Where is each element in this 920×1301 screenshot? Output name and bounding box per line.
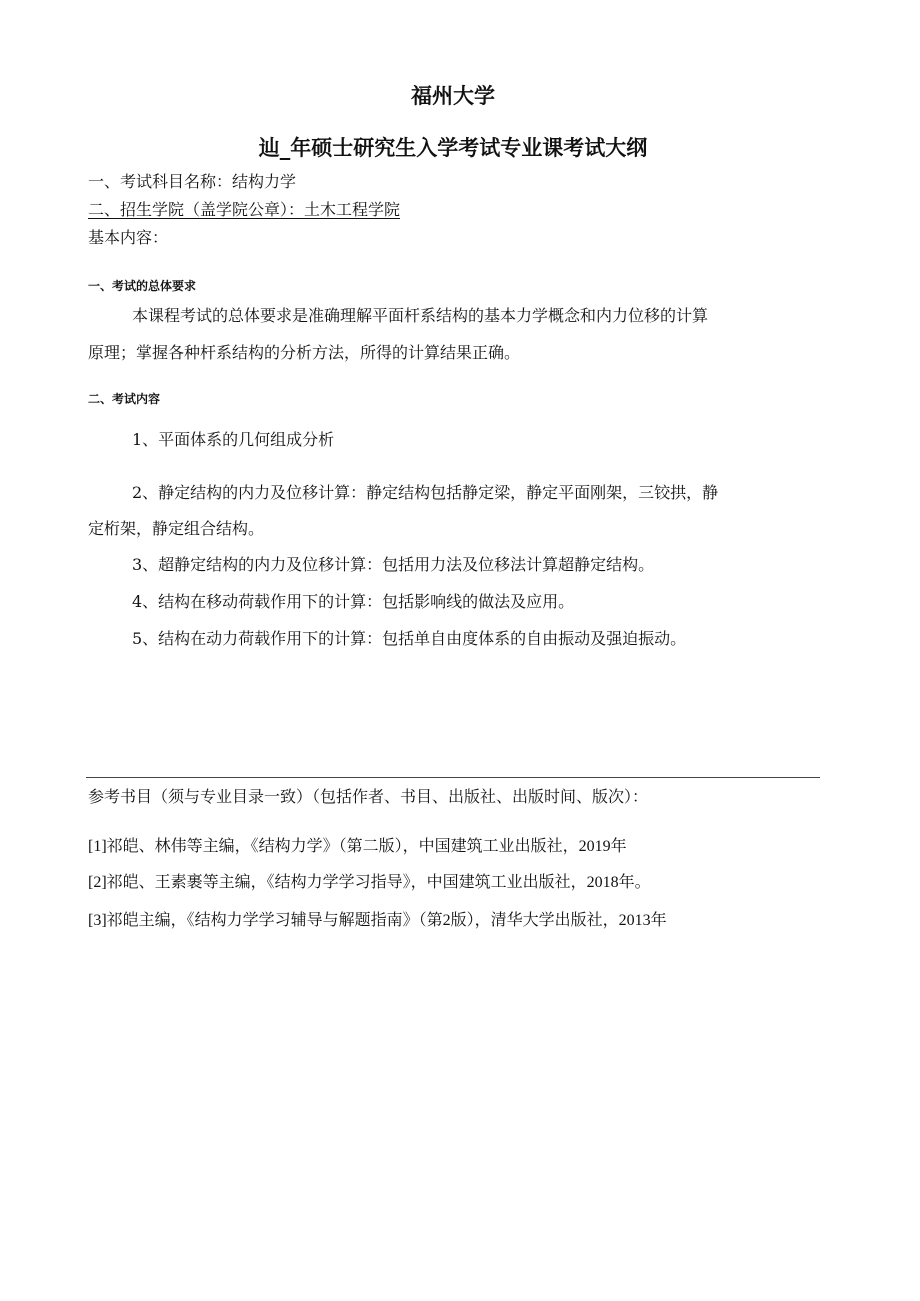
reference-3: [3]祁皑主编，《结构力学学习辅导与解题指南》（第2版），清华大学出版社，2013年 (88, 912, 667, 929)
content-item-3: 3、超静定结构的内力及位移计算：包括用力法及位移法计算超静定结构。 (132, 555, 655, 574)
content-item-2-line2: 定桁架，静定组合结构。 (88, 519, 265, 538)
document-title: 辿_年硕士研究生入学考试专业课考试大纲 (258, 136, 648, 160)
references-heading: 参考书目（须与专业目录一致）（包括作者、书目、出版社、出版时间、版次）： (88, 789, 649, 806)
section-heading-content: 二、考试内容 (88, 392, 161, 406)
content-item-4: 4、结构在移动荷载作用下的计算：包括影响线的做法及应用。 (132, 592, 575, 611)
section-heading-requirements: 一、考试的总体要求 (88, 279, 197, 293)
content-item-5: 5、结构在动力荷载作用下的计算：包括单自由度体系的自由振动及强迫振动。 (132, 629, 687, 648)
admitting-school: 二、招生学院（盖学院公章）：土木工程学院 (88, 200, 401, 219)
content-item-2-line1: 2、静定结构的内力及位移计算：静定结构包括静定梁，静定平面刚架，三铰拱，静 (132, 483, 719, 502)
reference-2: [2]祁皑、王素裹等主编，《结构力学学习指导》，中国建筑工业出版社，2018年。 (88, 874, 651, 891)
university-name: 福州大学 (411, 84, 495, 108)
requirements-paragraph-line1: 本课程考试的总体要求是准确理解平面杆系结构的基本力学概念和内力位移的计算 (132, 306, 709, 325)
content-item-1: 1、平面体系的几何组成分析 (132, 430, 335, 449)
requirements-paragraph-line2: 原理；掌握各种杆系结构的分析方法，所得的计算结果正确。 (88, 343, 521, 362)
reference-1: [1]祁皑、林伟等主编，《结构力学》（第二版），中国建筑工业出版社，2019年 (88, 838, 627, 855)
exam-subject: 一、考试科目名称：结构力学 (88, 172, 297, 191)
divider-line (86, 777, 820, 778)
basic-content-label: 基本内容： (88, 228, 169, 247)
